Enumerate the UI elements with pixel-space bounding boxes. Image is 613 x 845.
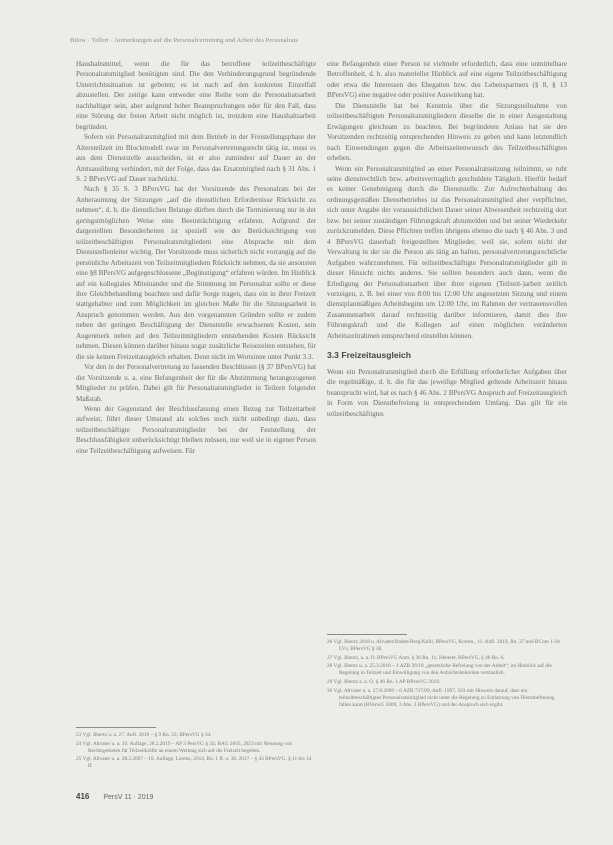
footnote: 26 Vgl. Ilbertz 2018 u. Altvater/Baden/Berg/Kröll, BPersVG, Komm., 11. Aufl. 2019, Rn. 37 und BCom 1-34 LVs, BPersVG § 38. — [327, 639, 560, 653]
footnote: 27 Vgl. Ilbertz, a. a. O. BPersVG Anm. § 38 Rn. 11; Hebeler, BPersVG, § 46 Rn. 6. — [327, 654, 505, 661]
issue-label: PersV 11 · 2019 — [103, 794, 154, 801]
footnote: 29 Vgl. Ilbertz a. a. O. § 46 Rn. 1 AP BPersVG 2019. — [327, 678, 441, 685]
footnote: 30 Vgl. Altvater u. a. 27.8.2009 – 6 AZR 737/09, Aufl. 1997, 503 mit Hinweis darauf, dass ein teilzeitbeschäftigtes Personalratsmitglied nicht unter die Regelung zu Entlastung von Dienstbefreiung fallen kann (BVerwG 2009, 3 Abs. 3 BPersVG) und der Anspruch sich ergibt. — [327, 687, 555, 708]
paragraph: Vor den in der Personalvertretung zu fassenden Beschlüssen (§ 37 BPersVG) hat der Vorsitzende u. a. eine Befangenheit der für die Abstimmung herangezogenen Mitglieder zu prüfen. Dabei gilt für Personalratsmitglieder in Teilzeit folgender Maßstab. — [76, 363, 316, 403]
paragraph: Sofern ein Personalratsmitglied mit dem Betrieb in der Freistellungsphase der Altersteilzeit im Blockmodell zwar im Personalvertretungsrecht tätig ist, muss es aus dem Dienststelle ausscheiden, ist er also zumindest auf Dauer an der Amtsausübung verhindert, mit der Folge, dass das Ersatzmitglied nach § 31 Abs. 1 S. 2 BPersVG auf Dauer nachrückt. — [76, 133, 316, 183]
footnote: 28 Vgl. Ilbertz u. a. 25.3.2018 – 1 AZR 26/18 „gesetzliche Befreiung von der Arbeit“; im Hinblick auf die Regelung in Teilzeit und Einwilligung von den Aufsichtsbehörden vertraulich. — [327, 663, 552, 677]
footnote-rule — [76, 727, 156, 728]
paragraph: eine Befangenheit einer Person ist vielmehr erforderlich, dass eine unmittelbare Betroffenheit, d. h. also materieller Hinblick auf eine eigene Teilzeitbeschäftigung oder etwa die Interessen des Ehegatten bzw. des Lebenspartners (§ 8, § 13 BPersVG) eine negative oder positive Auswirkung hat. — [327, 60, 567, 100]
running-head: Bilow · Tellert · Anmerkungen auf die Personalvertretung und Arbeit des Personalrats — [70, 37, 299, 44]
paragraph: Wenn ein Personalratsmitglied an einer Personalratssitzung teilnimmt, so ruht seine dienstrechtlich bzw. arbeitsvertraglich geschuldete Tätigkeit. Hierfür bedarf es keiner Genehmigung durch die Dienststelle. Zur Aufrechterhaltung des ordnungsgemäßen Dienstbetriebes ist das Personalratsmitglied aber verpflichtet, sich unter Angabe der voraussichtlichen Dauer seiner Abwesenheit rechtzeitig dort bzw. bei seiner zuständigen Führungskraft abzumelden und bei seiner Wiederkehr zurückzumelden. Diese Pflichten treffen übrigens ebenso die nach § 46 Abs. 3 und 4 BPersVG dauerhaft freigestellten Mitglieder, weil sie, sofern nicht der Verwaltung in der sie die Person als tätig an halten, personalvertretungsrechtliche Aufgaben wahrzunehmen. Für teilzeitbeschäftigte Personalratsmitglieder gilt in dieser Hinsicht nichts anderes. Sie sollten besonders auch dann, wenn die Erledigung der Personalratsarbeit über ihrer eigenen (Teilzeit-)arbeit zeitlich vorzeigen, z. B. bei einer von 8:00 bis 12:00 Uhr angesetzten Sitzung und einem dienstplanmäßigen Arbeitsbeginn um 12:00 Uhr, im Rahmen der vertrauensvollen Zusammenarbeit darauf rechtzeitig darüber informieren, damit dies ihre Führungskraft und die Kollegen auf einen möglichen veränderten Arbeitszeitrahmen entsprechend einstellen können. — [327, 164, 567, 340]
footnote-rule — [327, 634, 407, 635]
footnote: 25 Vgl. Altvater u. a. 28.3.2007 – 10. Auflage, Lorenz, 2014, Rn. 1 ff. u. 30. 2017 – § 43 BPersVG. § 11 bis 14 ff. — [76, 756, 312, 770]
paragraph: Wenn der Gegenstand der Beschlussfassung einen Bezug zur Teilzeitarbeit aufweist, führt dieser Umstand als solches noch nicht unbedingt dazu, dass teilzeitbeschäftigte Personalratsmitglieder bei der Feststellung der Beschlussfähigkeit unberücksichtigt bleiben müssen, nur weil sie in eigener Person eine Teilzeitbeschäftigung aufweisen. Für — [76, 404, 316, 455]
paragraph: Wenn ein Personalratsmitglied durch die Erfüllung erforderlicher Aufgaben über die regelmäßige, d. h. die für das jeweilige Mitglied geltende Arbeitszeit hinaus beansprucht wird, hat es nach § 46 Abs. 2 BPersVG Anspruch auf Freizeitausgleich in Form von Dienstbefreiung in entsprechendem Umfang. Das gilt für ein teilzeitbeschäftigtes — [327, 367, 567, 418]
page-number: 416 — [76, 792, 90, 801]
page-footer — [76, 792, 153, 801]
left-column — [76, 59, 316, 456]
paragraph: Nach § 35 S. 3 BPersVG hat der Vorsitzende des Personalrats bei der Anberaumung der Sitzungen „auf die dienstlichen Erfordernisse Rücksicht zu nehmen“, d. h. die dienstlichen Belange dürften durch die Terminierung nur in der geringstmöglichen Weise eine Beeinträchtigung erfahren. Aufgrund der dargestellten Besonderheiten ist speziell wie der Berücksichtigung von teilzeitbeschäftigten Personalratsmitgliedern eine Absprache mit dem Dienststellenleiter wichtig. Der Vorsitzende muss sicherlich nicht vorrangig auf die persönliche Arbeitszeit von Teilzeitmitgliedern Rücksicht nehmen, da sie ansonsten eine §8 BPersVG aufgegeschlossene „Begünstigung“ erfahren würden. Im Hinblick auf ein kollegiales Miteinander und die Stimmung im Personalrat sollte er diese ihre Gleichbehandlung beachten und dafür Sorge tragen, dass ein in ihrer Freizeit stattgehabter und zum Möglichkeit im gleichen Maße für die Sitzungsarbeit in Anspruch genommen werden. Aus den vorgenannten Gründen sollte er zudem neben der geringen Beschäftigung der Dienststelle erwachsenen Kosten, sein Augenmerk neben auf den Teilzeitmitgliedern entstehenden Kosten Rücksicht nehmen. Diesen können darüber hinaus sogar zusätzliche Reisezeiten entstehen, für die sie keinen Freizeitausgleich erhalten. Denn nicht im Wortsinne unter Punkt 3.3. — [76, 185, 316, 361]
section-heading: 3.3 Freizeitausgleich — [327, 350, 412, 361]
paragraph: Die Dienststelle hat bei Kenntnis über die Sitzungsteilnahme von teilzeitbeschäftigten Personalratsmitgliedern dieselbe die in einer Ausgestaltung Erwägungen gleichsam zu beachten. Bei begründeten Anlass hat sie den Vorsitzenden rechtzeitig entsprechenden Hinweis zu geben und kann letztendlich nach Einwendungen gegen die Arbeitszeitenwunsch des Teilzeitbeschäftigten erheben. — [327, 101, 567, 163]
footnote: 23 Vgl. Ilbertz u. a. 27. Aufl. 2018 – § 9 Rn. 33; BPersVG § 34. — [76, 732, 212, 738]
footnotes-right — [327, 634, 567, 710]
paragraph: Haushaltsmittel, wenn die für das betroffene teilzeitbeschäftigte Personalratsmitglied benötigten sind. Die den Verhinderungsgrund begründende Unterrichtssituation ist geboten; es ist nach auf den konkreten Einzelfall abzustellen. Der zeitige kann entweder eine Reihe vom die Personalratsarbeit nachhaltiger sein, aber aufgrund hoher Beanspruchungen oder für den Fall, dass eine Störung der freien Arbeit nicht möglich ist, trotzdem eine Haushaltsarbeit begründen. — [76, 60, 316, 131]
footnote: 24 Vgl. Altvater u. a. 10. Auflage, 28.3.2019 – AP 3 PersVG § 34; BAG 2005, 2023 mit Nennung von Rechtsgebieten für Teilzeitkräfte an einem Werktag sich auf die Freizeit begeben. — [76, 740, 293, 754]
footnotes-left — [76, 727, 316, 772]
right-column — [327, 59, 567, 419]
